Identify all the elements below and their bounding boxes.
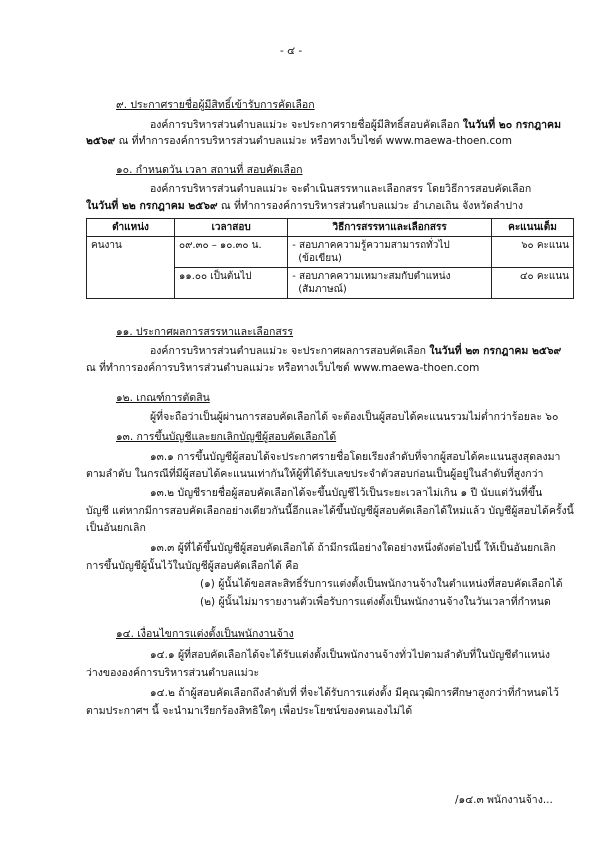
section-9-date: ในวันที่ ๒๐ กรกฎาคม [462,119,561,131]
section-9-location: ณ ที่ทำการองค์การบริหารส่วนตำบลแม่วะ หรือทางเว็บไซต์ www.maewa-thoen.com [115,135,512,147]
exam-time-cell: ๑๑.๐๐ เป็นต้นไป [175,268,288,299]
section-9-year: ๒๕๖๙ [86,135,116,147]
section-13-heading: ๑๓. การขึ้นบัญชีและยกเลิกบัญชีผู้สอบคัดเลือกได้ [116,431,337,443]
section-10-location: ณ ที่ทำการองค์การบริหารส่วนตำบลแม่วะ อำเภอเถิน จังหวัดลำปาง [217,200,524,212]
header-method: วิธีการสรรหาและเลือกสรร [288,219,492,237]
exam-time-cell: ๐๙.๓๐ – ๑๐.๓๐ น. [175,237,288,268]
section-13-2-line-3: เป็นอันยกเลิก [86,522,146,534]
section-14-2-line-1: ๑๔.๒ ถ้าผู้สอบคัดเลือกถึงลำดับที่ ที่จะได้รับการแต่งตั้ง มีคุณวุฒิการศึกษาสูงกว่าที่กำหนดไว้ [150,687,559,699]
score-cell: ๖๐ คะแนน [491,237,573,268]
section-12-line-1: ผู้ที่จะถือว่าเป็นผู้ผ่านการสอบคัดเลือกได้ จะต้องเป็นผู้สอบได้คะแนนรวมไม่ต่ำกว่าร้อยละ ๖๐ [150,411,559,423]
section-13-3-item-1: (๑) ผู้นั้นได้ขอสละสิทธิ์รับการแต่งตั้งเป็นพนักงานจ้างในตำแหน่งที่สอบคัดเลือกได้ [200,578,563,590]
section-14-2-line-2: ตามประกาศฯ นี้ จะนำมาเรียกร้องสิทธิใดๆ เพื่อประโยชน์ของตนเองไม่ได้ [86,705,413,717]
method-line: - สอบภาคความรู้ความสามารถทั่วไป [292,240,450,251]
section-12-heading: ๑๒. เกณฑ์การตัดสิน [116,392,210,404]
section-11-line-1 [150,344,561,358]
section-13-3-line-1: ๑๓.๓ ผู้ที่ได้ขึ้นบัญชีผู้สอบคัดเลือกได้ ถ้ามีกรณีอย่างใดอย่างหนึ่งดังต่อไปนี้ ให้เป็นอันยกเลิก [150,542,556,554]
section-13-3-item-2: (๒) ผู้นั้นไม่มารายงานตัวเพื่อรับการแต่งตั้งเป็นพนักงานจ้างในวันเวลาที่กำหนด [200,596,551,608]
section-10-line-1: องค์การบริหารส่วนตำบลแม่วะ จะดำเนินสรรหาและเลือกสรร โดยวิธีการสอบคัดเลือก [150,183,532,195]
continuation-footer: /๑๔.๓ พนักงานจ้าง... [455,794,553,806]
section-9-text: องค์การบริหารส่วนตำบลแม่วะ จะประกาศรายชื่อผู้มีสิทธิ์สอบคัดเลือก [150,119,463,131]
header-exam-time: เวลาสอบ [175,219,288,237]
section-11-date: ในวันที่ ๒๓ กรกฎาคม ๒๕๖๙ [429,345,562,357]
exam-schedule-table [86,218,574,299]
section-11-text: องค์การบริหารส่วนตำบลแม่วะ จะประกาศผลการสอบคัดเลือก [150,345,430,357]
section-9-line-2 [86,134,512,148]
page-number: - ๔ - [280,45,303,57]
method-cell [288,237,492,268]
header-position: ตำแหน่ง [87,219,175,237]
section-10-heading: ๑๐. กำหนดวัน เวลา สถานที่ สอบคัดเลือก [116,164,303,176]
section-13-1-line-2: ตามลำดับ ในกรณีที่มีผู้สอบได้คะแนนเท่ากันให้ผู้ที่ได้รับเลขประจำตัวสอบก่อนเป็นผู้อยู่ในลำดับที่สูงกว่า [86,468,544,480]
section-9-line-1 [150,118,561,132]
position-cell: คนงาน [87,237,175,299]
section-13-2-line-2: บัญชี แต่หากมีการสอบคัดเลือกอย่างเดียวกันนี้อีกและได้ขึ้นบัญชีผู้สอบคัดเลือกได้ใหม่แล้ว บัญชีผู้สอบได้ครั้งนี้ [86,505,574,517]
section-14-heading: ๑๔. เงื่อนไขการแต่งตั้งเป็นพนักงานจ้าง [116,628,294,640]
section-9-heading: ๙. ประกาศรายชื่อผู้มีสิทธิ์เข้ารับการคัดเลือก [116,99,315,111]
section-11-heading: ๑๑. ประกาศผลการสรรหาและเลือกสรร [116,326,294,338]
method-cell [288,268,492,299]
table-header-row [87,219,574,237]
section-10-line-2 [86,199,523,213]
section-10-date: ในวันที่ ๒๒ กรกฎาคม ๒๕๖๙ [86,200,218,212]
header-full-score: คะแนนเต็ม [491,219,573,237]
section-13-1-line-1: ๑๓.๑ การขึ้นบัญชีผู้สอบได้จะประกาศรายชื่อโดยเรียงลำดับที่จากผู้สอบได้คะแนนสูงสุดลงมา [150,451,561,463]
section-14-1-line-1: ๑๔.๑ ผู้ที่สอบคัดเลือกได้จะได้รับแต่งตั้งเป็นพนักงานจ้างทั่วไปตามลำดับที่ในบัญชีตำแหน่ง [150,649,551,661]
method-note: (ข้อเขียน) [298,253,342,264]
method-note: (สัมภาษณ์) [298,284,347,295]
section-13-2-line-1: ๑๓.๒ บัญชีรายชื่อผู้สอบคัดเลือกได้จะขึ้นบัญชีไว้เป็นระยะเวลาไม่เกิน ๑ ปี นับแต่วันที่ขึ้น [150,487,543,499]
score-cell: ๔๐ คะแนน [491,268,573,299]
table-row [87,237,574,268]
section-11-line-2: ณ ที่ทำการองค์การบริหารส่วนตำบลแม่วะ หรือทางเว็บไซต์ www.maewa-thoen.com [86,362,480,374]
section-14-1-line-2: ว่างขององค์การบริหารส่วนตำบลแม่วะ [86,667,260,679]
method-line: - สอบภาคความเหมาะสมกับตำแหน่ง [292,271,451,282]
section-13-3-line-2: การขึ้นบัญชีผู้นั้นไว้ในบัญชีผู้สอบคัดเลือกได้ คือ [86,560,299,572]
